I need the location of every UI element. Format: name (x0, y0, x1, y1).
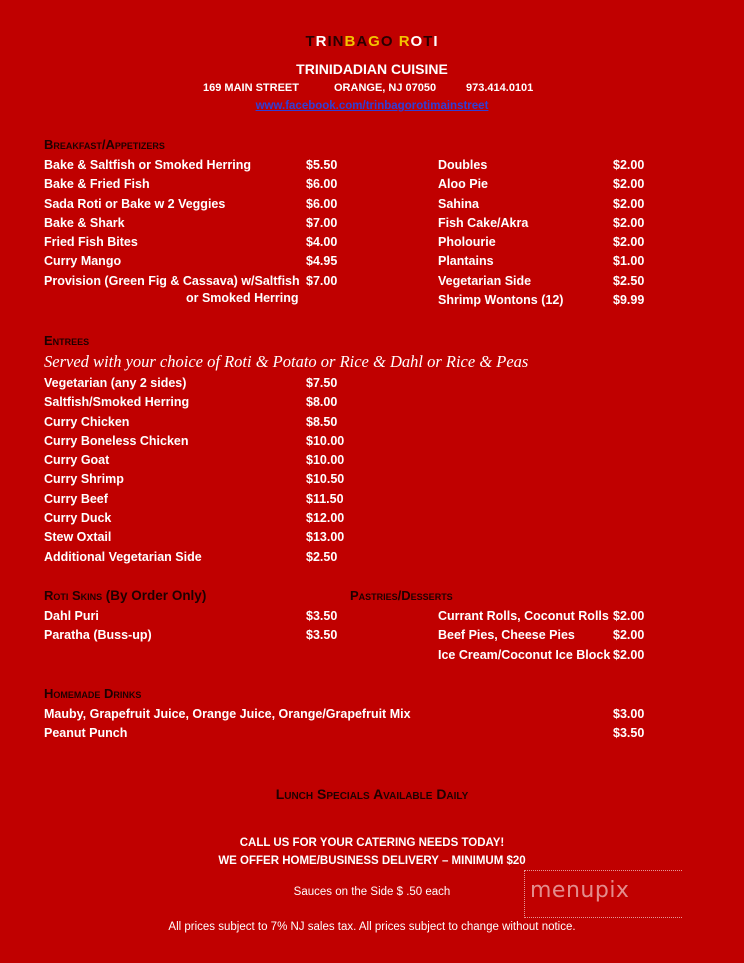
menu-item-price: $10.00 (306, 433, 345, 448)
menu-item-name: Paratha (Buss-up) (44, 628, 152, 643)
menu-item (44, 509, 364, 528)
menu-item-price: $2.50 (306, 549, 338, 564)
menu-item (438, 646, 668, 665)
menu-item (44, 233, 364, 252)
tax-note: All prices subject to 7% NJ sales tax. All prices subject to change without notice. (168, 921, 576, 933)
menu-item-price: $3.50 (306, 628, 338, 643)
breakfast-right-list (438, 156, 668, 310)
menu-item (438, 272, 668, 291)
menu-item-price: $11.50 (306, 491, 344, 506)
entrees-subtitle: Served with your choice of Roti & Potato or Rice & Dahl or Rice & Peas (44, 352, 529, 371)
logo-letter: R (315, 33, 328, 50)
menu-item-price: $2.00 (613, 235, 645, 250)
menu-item-price: $10.50 (306, 472, 345, 487)
menu-item-name: Curry Shrimp (44, 472, 124, 487)
menu-item-name: Vegetarian (any 2 sides) (44, 376, 187, 390)
breakfast-heading: Breakfast/Appetizers (44, 137, 165, 152)
entrees-heading: Entrees (44, 333, 90, 348)
logo-letter: R (398, 33, 411, 50)
menu-item-price: $2.00 (613, 628, 645, 643)
menu-item-name: Curry Boneless Chicken (44, 433, 189, 448)
menu-item (44, 470, 364, 489)
menu-item-name: Fish Cake/Akra (438, 215, 529, 230)
menu-item (44, 272, 364, 291)
menu-item-name: Plantains (438, 254, 494, 269)
logo-letter: T (305, 33, 316, 50)
logo-letter: G (368, 33, 381, 50)
menu-item (44, 374, 364, 393)
logo-letter: N (332, 33, 345, 50)
menu-item (44, 413, 364, 432)
menu-item-name: Mauby, Grapefruit Juice, Orange Juice, Orange/Grapefruit Mix (44, 707, 411, 721)
menu-item (44, 175, 364, 194)
menu-item-price: $2.00 (613, 609, 645, 623)
menu-item-price: $3.50 (306, 609, 338, 623)
menu-item-name: Bake & Fried Fish (44, 177, 150, 192)
roti-skins-note: (By Order Only) (105, 588, 207, 603)
menu-item-name: Sada Roti or Bake w 2 Veggies (44, 196, 226, 211)
menu-item (438, 252, 668, 271)
logo-letter: O (380, 33, 394, 50)
pastries-list (438, 607, 668, 665)
menu-item (438, 214, 668, 233)
menu-item-name: Vegetarian Side (438, 273, 532, 288)
menu-item-price: $8.00 (306, 395, 338, 410)
menu-item-price: $9.99 (613, 293, 645, 308)
menu-item-name: Curry Duck (44, 511, 112, 526)
menu-item-price: $2.00 (613, 177, 645, 192)
menu-item (44, 490, 364, 509)
menu-item (44, 432, 364, 451)
menu-item (438, 175, 668, 194)
lunch-specials: Lunch Specials Available Daily (275, 786, 469, 802)
menu-item (44, 705, 668, 724)
breakfast-continuation: or Smoked Herring (186, 291, 299, 305)
logo-letter: I (327, 33, 333, 50)
menu-item-price: $6.00 (306, 196, 338, 211)
menu-item-price: $2.00 (613, 158, 645, 172)
menu-item-price: $7.50 (306, 376, 338, 390)
menupix-watermark: menupix (530, 878, 630, 903)
menu-item (438, 626, 668, 645)
menu-item-name: Saltfish/Smoked Herring (44, 395, 190, 410)
menu-item-name: Provision (Green Fig & Cassava) w/Saltfish (44, 273, 300, 288)
menu-item (438, 195, 668, 214)
breakfast-left-list (44, 156, 364, 291)
phone-number: 973.414.0101 (466, 82, 534, 94)
menu-item-price: $10.00 (306, 453, 345, 468)
menu-item-price: $3.00 (613, 707, 645, 721)
menu-item-price: $13.00 (306, 530, 345, 545)
menu-item-price: $8.50 (306, 414, 338, 429)
menu-item-name: Pholourie (438, 235, 496, 250)
menu-item-name: Curry Beef (44, 491, 108, 506)
menu-item-name: Doubles (438, 158, 488, 172)
menu-item-name: Curry Goat (44, 453, 110, 468)
menu-item-name: Sahina (438, 196, 479, 211)
menu-item (44, 724, 668, 743)
menu-item (44, 195, 364, 214)
menu-item (438, 156, 668, 175)
menu-item-name: Fried Fish Bites (44, 235, 138, 250)
catering-line-2: WE OFFER HOME/BUSINESS DELIVERY – MINIMUM $20 (218, 855, 526, 867)
menu-item (44, 626, 364, 645)
menu-item (44, 252, 364, 271)
roti-skins-list (44, 607, 364, 646)
menu-item-price: $2.00 (613, 196, 645, 211)
menu-item-name: Beef Pies, Cheese Pies (438, 628, 575, 643)
menu-item-name: Dahl Puri (44, 609, 99, 623)
pastries-heading: Pastries/Desserts (350, 588, 453, 603)
menu-item-name: Curry Mango (44, 254, 122, 269)
menu-item-name: Stew Oxtail (44, 530, 112, 545)
menu-item-price: $4.95 (306, 254, 338, 269)
logo-letter: I (433, 33, 439, 50)
menu-item (44, 548, 364, 567)
menu-item-price: $6.00 (306, 177, 338, 192)
menu-item (44, 214, 364, 233)
menu-item-name: Ice Cream/Coconut Ice Block (438, 647, 611, 662)
logo-letter: B (344, 33, 357, 50)
menu-item (44, 528, 364, 547)
city-address: ORANGE, NJ 07050 (334, 82, 437, 94)
menu-item (438, 291, 668, 310)
drinks-list (44, 705, 668, 744)
menu-item-price: $2.00 (613, 215, 645, 230)
menu-item (44, 156, 364, 175)
logo-letter: A (356, 33, 369, 50)
menu-item-name: Bake & Shark (44, 215, 125, 230)
menu-item-name: Aloo Pie (438, 177, 489, 192)
cuisine-title: TRINIDADIAN CUISINE (296, 61, 448, 77)
menu-item-name: Currant Rolls, Coconut Rolls (438, 609, 609, 623)
menu-item-name: Shrimp Wontons (12) (438, 293, 564, 308)
menu-item (44, 393, 364, 412)
menu-item-price: $1.00 (613, 254, 645, 269)
facebook-link[interactable]: www.facebook.com/trinbagorotimainstreet (255, 100, 489, 112)
menu-item-name: Additional Vegetarian Side (44, 549, 202, 564)
restaurant-logo (0, 33, 744, 50)
menu-item-price: $5.50 (306, 158, 338, 172)
menu-item (438, 607, 668, 626)
menu-item-price: $2.50 (613, 273, 645, 288)
menu-item-price: $7.00 (306, 215, 338, 230)
menu-item (44, 451, 364, 470)
street-address: 169 MAIN STREET (203, 82, 299, 94)
entrees-list (44, 374, 364, 567)
catering-notice (0, 834, 744, 870)
menu-item-price: $12.00 (306, 511, 345, 526)
drinks-heading: Homemade Drinks (44, 686, 142, 701)
sauces-note: Sauces on the Side $ .50 each (293, 886, 451, 898)
logo-letter: O (410, 33, 424, 50)
roti-skins-heading (44, 588, 206, 603)
menu-item-name: Bake & Saltfish or Smoked Herring (44, 158, 252, 172)
catering-line-1: CALL US FOR YOUR CATERING NEEDS TODAY! (239, 837, 505, 849)
menu-item (438, 233, 668, 252)
menu-item (44, 607, 364, 626)
menu-item-price: $4.00 (306, 235, 338, 250)
logo-letter: T (423, 33, 434, 50)
menu-item-price: $2.00 (613, 647, 645, 662)
menu-item-price: $3.50 (613, 726, 645, 741)
menu-item-price: $7.00 (306, 273, 338, 288)
menu-item-name: Peanut Punch (44, 726, 128, 741)
roti-skins-title: Roti Skins (44, 588, 103, 603)
menu-item-name: Curry Chicken (44, 414, 130, 429)
